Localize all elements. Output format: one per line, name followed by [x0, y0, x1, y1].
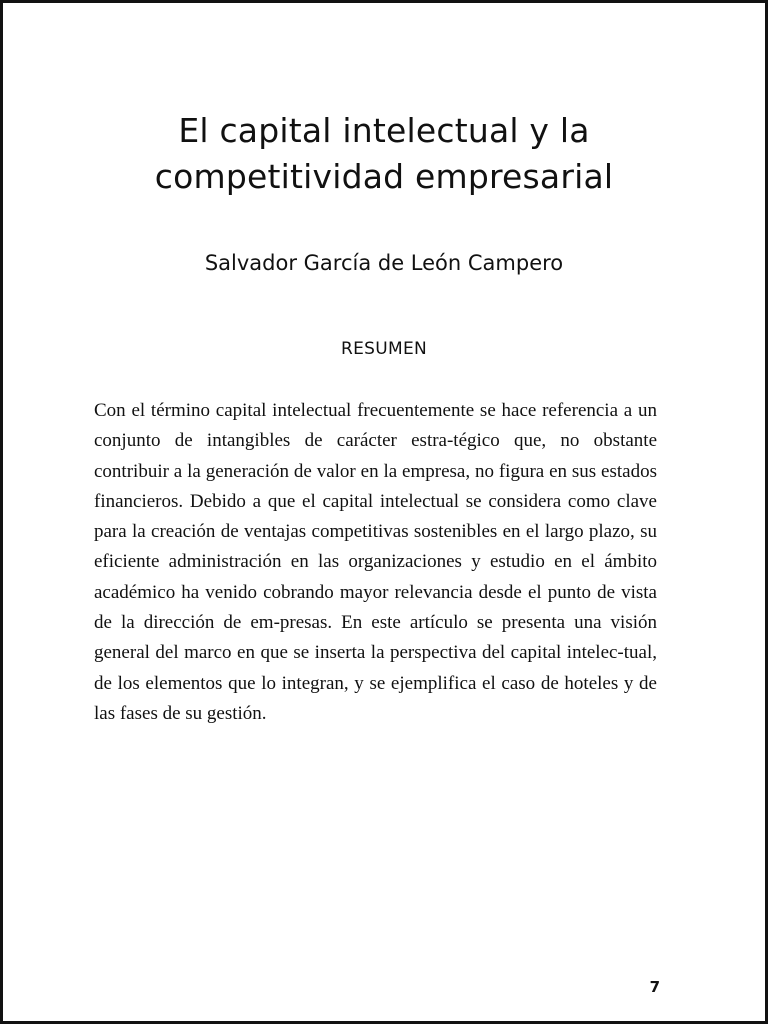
abstract-heading: RESUMEN: [340, 339, 427, 359]
abstract-paragraph: Con el término capital intelectual frecuentemente se hace referencia a un conjunto de intangibles de carácter estra-tégico que, no obstante contribuir a la generación de valor en la empresa, no figura en sus estados financieros. Debido a que el capital intelectual se considera como clave para la creación de ventajas competitivas sostenibles en el largo plazo, su eficiente administración en las organizaciones y estudio en el ámbito académico ha venido cobrando mayor relevancia desde el punto de vista de la dirección de em-presas. En este artículo se presenta una visión general del marco en que se inserta la perspectiva del capital intelec-tual, de los elementos que lo integran, y se ejemplifica el caso de hoteles y de las fases de su gestión.: [94, 400, 657, 724]
page-number: 7: [649, 978, 660, 996]
article-author: Salvador García de León Campero: [204, 251, 564, 275]
scan-border-left: [0, 0, 3, 1024]
article-title-line-2: competitividad empresarial: [154, 157, 614, 196]
article-title: [60, 108, 708, 200]
article-title-line-1: El capital intelectual y la: [178, 111, 590, 150]
scan-border-top: [0, 0, 768, 3]
